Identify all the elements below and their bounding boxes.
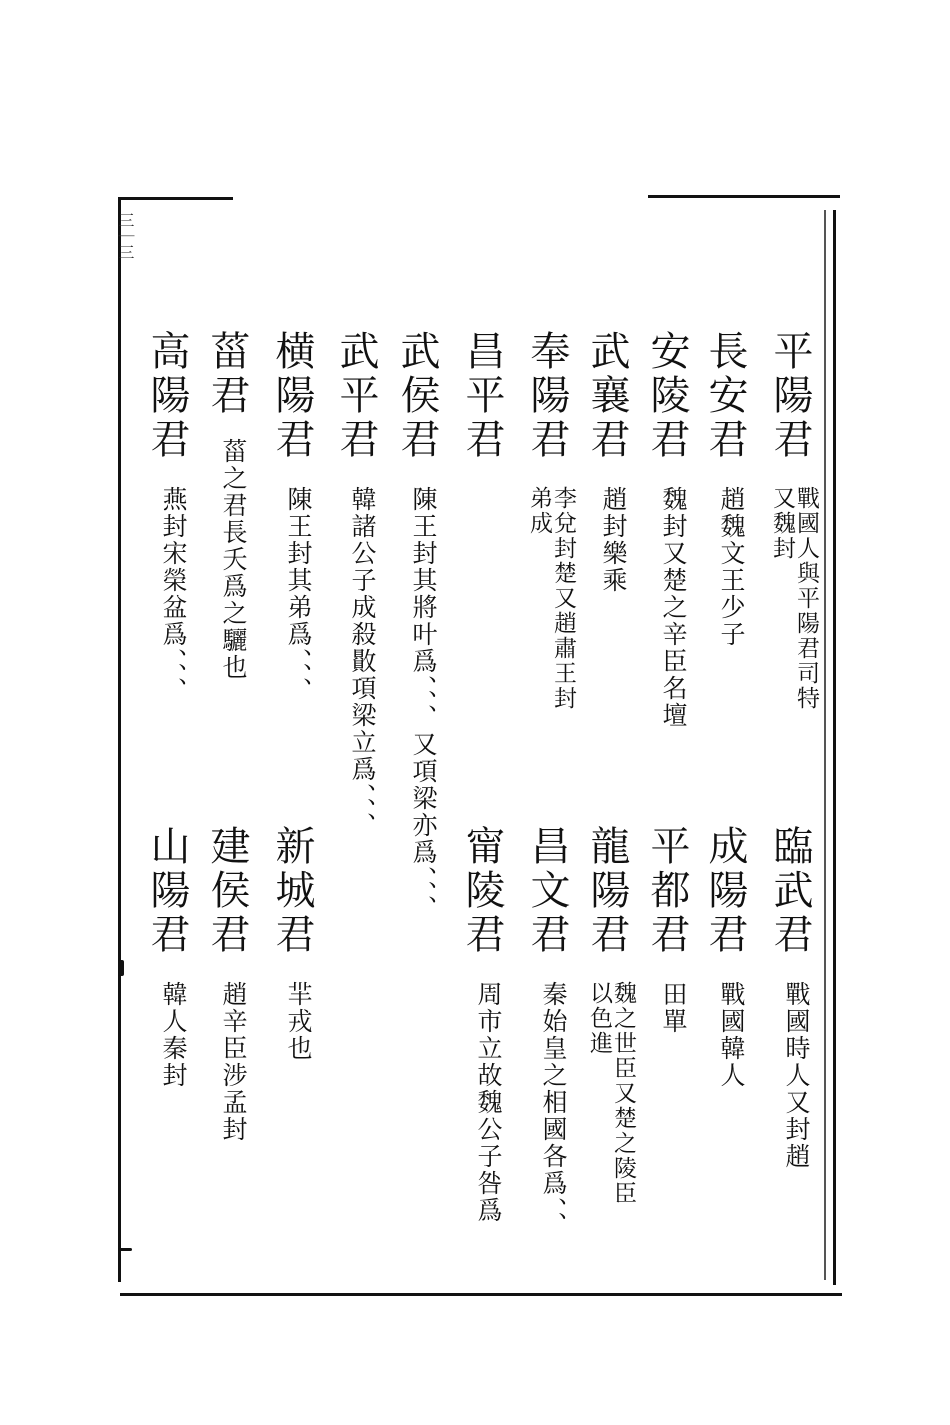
- entry-title-changan: 長安君: [702, 330, 748, 462]
- entry-title-shanyang: 山陽君: [144, 825, 190, 957]
- entry-note-wuhou: 陳王封其將叶爲、、、又項梁亦爲、、、: [409, 486, 438, 922]
- entry-title-hengyang: 横陽君: [269, 330, 315, 462]
- entry-note-ningling: 周市立故魏公子咎爲: [474, 981, 503, 1224]
- entry-title-fengyang: 奉陽君: [524, 330, 570, 462]
- entry-title-changping: 昌平君: [459, 330, 505, 462]
- side-margin-note: 三｜三: [116, 212, 135, 260]
- entry-note-longyang: 魏之世臣又楚之陵臣: [610, 981, 636, 1206]
- entry-note-xincheng: 羋戎也: [284, 981, 313, 1062]
- entry-note-gaoyang: 燕封宋榮盆爲、、、: [159, 486, 188, 704]
- entry-title-gaoyang: 高陽君: [144, 330, 190, 462]
- entry-title-xincheng: 新城君: [269, 825, 315, 957]
- margin-tick: [118, 1248, 132, 1251]
- entry-title-wuxiang: 武襄君: [584, 330, 630, 462]
- entry-note-shanyang: 韓人秦封: [159, 981, 188, 1089]
- entry-note-pingdu: 田單: [659, 981, 688, 1035]
- entry-title-linwu: 臨武君: [767, 825, 813, 957]
- frame-right-rule: [833, 210, 836, 1285]
- entry-title-anling: 安陵君: [644, 330, 690, 462]
- entry-note-changan: 趙魏文王少子: [717, 486, 746, 648]
- entry-note-wuping: 韓諸公子成殺贁項梁立爲、、、: [348, 486, 377, 839]
- frame-bottom-rule: [120, 1293, 842, 1296]
- entry-title-jianhou: 建侯君: [204, 825, 250, 957]
- frame-top-right-rule: [648, 195, 840, 198]
- entry-note-zi: 菑之君長夭爲之驪也: [219, 438, 248, 681]
- entry-note-jianhou: 趙辛臣涉孟封: [219, 981, 248, 1143]
- entry-title-zi: 菑君: [204, 330, 250, 418]
- entry-note-anling: 魏封又楚之辛臣名壇: [659, 486, 688, 729]
- entry-note-fengyang: 李兌封楚又趙肅王封: [550, 486, 576, 711]
- entry-note-hengyang: 陳王封其弟爲、、、: [284, 486, 313, 704]
- entry-note-fengyang-2: 弟成: [526, 486, 552, 536]
- entry-note-changwen: 秦始皇之相國各爲、、: [539, 981, 568, 1239]
- entry-note-longyang-2: 以色進: [586, 981, 612, 1056]
- entry-note-chengyang: 戰國韓人: [717, 981, 746, 1089]
- entry-title-wuping: 武平君: [333, 330, 379, 462]
- entry-title-longyang: 龍陽君: [584, 825, 630, 957]
- entry-note-pingyang: 戰國人與平陽君司特: [793, 486, 819, 711]
- margin-mark: [118, 960, 124, 976]
- entry-note-pingyang-2: 又魏封: [769, 486, 795, 561]
- entry-title-chengyang: 成陽君: [702, 825, 748, 957]
- entry-title-pingyang: 平陽君: [767, 330, 813, 462]
- entry-title-pingdu: 平都君: [644, 825, 690, 957]
- entry-note-wuxiang: 趙封樂乘: [599, 486, 628, 594]
- entry-title-wuhou: 武侯君: [394, 330, 440, 462]
- frame-top-left-rule: [118, 197, 233, 200]
- entry-title-changwen: 昌文君: [524, 825, 570, 957]
- entry-note-linwu: 戰國時人又封趙: [782, 981, 811, 1170]
- entry-title-ningling: 甯陵君: [459, 825, 505, 957]
- frame-right-inner-rule: [824, 210, 826, 1280]
- frame-left-rule: [118, 200, 121, 1282]
